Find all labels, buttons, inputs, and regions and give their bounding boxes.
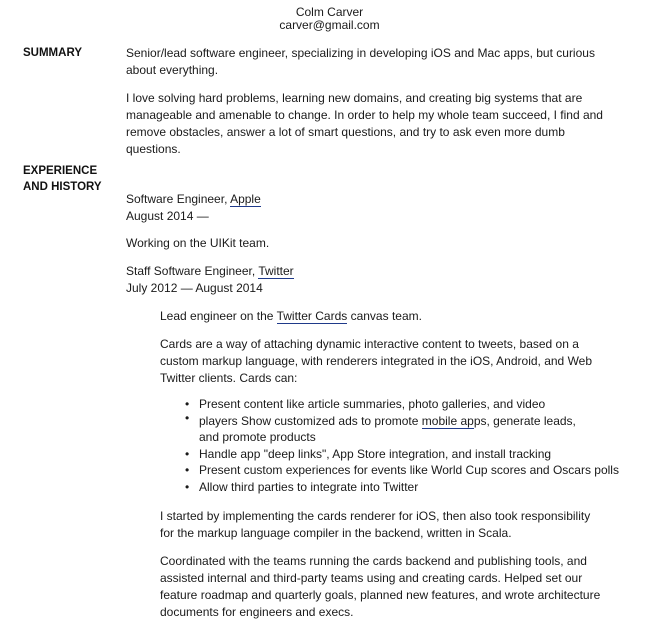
job-title-text: Software Engineer, xyxy=(126,192,231,206)
list-item xyxy=(185,479,619,496)
text-line: Senior/lead software engineer, specializing in developing iOS and Mac apps, but curious xyxy=(126,46,595,60)
text: Lead engineer on the xyxy=(160,309,277,323)
renderer-paragraph xyxy=(160,508,590,542)
list-item xyxy=(185,446,619,463)
job-dates: August 2014 — xyxy=(126,209,209,223)
bullet-icon: • xyxy=(185,410,190,425)
lead-engineer-line xyxy=(160,308,422,325)
candidate-name: Colm Carver xyxy=(295,5,364,19)
text-line: Twitter clients. Cards can: xyxy=(160,371,298,385)
text-line: for the markup language compiler in the backend, written in Scala. xyxy=(160,526,512,540)
summary-paragraph-2 xyxy=(126,90,603,158)
cards-capabilities-list xyxy=(185,396,619,495)
summary-paragraph-1 xyxy=(126,45,595,79)
label-line: EXPERIENCE xyxy=(23,165,98,177)
text-line: custom markup language, with renderers integrated in the iOS, Android, and Web xyxy=(160,354,593,368)
company-link-twitter[interactable]: Twitter xyxy=(258,264,294,278)
list-item-text-continued: and promote products xyxy=(199,430,316,444)
text-line: documents for engineers and execs. xyxy=(160,605,354,619)
job-dates: July 2012 — August 2014 xyxy=(126,281,263,295)
job-twitter xyxy=(126,263,294,297)
bullet-icon: • xyxy=(185,446,190,461)
job-apple-description: Working on the UIKit team. xyxy=(126,236,270,250)
text-line: feature roadmap and quarterly goals, planned new features, and wrote architecture xyxy=(160,588,601,602)
section-label-summary: SUMMARY xyxy=(23,47,82,59)
job-apple xyxy=(126,191,261,225)
list-item-text: Handle app "deep links", App Store integration, and install tracking xyxy=(199,446,552,461)
coordination-paragraph xyxy=(160,553,600,621)
section-label-experience xyxy=(23,163,102,195)
mobile-apps-link[interactable]: mobile ap xyxy=(421,413,474,428)
text-line: assisted internal and third-party teams using and creating cards. Helped set our xyxy=(160,571,583,585)
bullet-icon: • xyxy=(185,463,190,477)
text: players Show customized ads to promote xyxy=(199,413,422,428)
text-line: I love solving hard problems, learning new domains, and creating big systems that are xyxy=(126,91,583,105)
list-item-text: Present custom experiences for events like World Cup scores and Oscars polls xyxy=(199,463,619,477)
list-item-text: Allow third parties to integrate into Twitter xyxy=(199,479,419,494)
resume-header xyxy=(0,6,659,32)
label-line: AND HISTORY xyxy=(23,181,102,193)
list-item xyxy=(185,410,619,446)
text-line: Coordinated with the teams running the cards backend and publishing tools, and xyxy=(160,554,587,568)
list-item-text: Present content like article summaries, photo galleries, and video xyxy=(199,397,546,411)
list-item xyxy=(185,396,619,413)
text-line: about everything. xyxy=(126,63,219,77)
cards-paragraph xyxy=(160,336,592,387)
candidate-email: carver@gmail.com xyxy=(279,18,380,32)
text-line: questions. xyxy=(126,142,181,156)
job-title-text: Staff Software Engineer, xyxy=(126,264,259,278)
job-title xyxy=(126,191,261,208)
twitter-cards-link[interactable]: Twitter Cards xyxy=(276,309,348,323)
company-link-apple[interactable]: Apple xyxy=(230,192,261,206)
text-line: I started by implementing the cards renderer for iOS, then also took responsibility xyxy=(160,509,591,523)
bullet-icon: • xyxy=(185,479,190,494)
text-line: Cards are a way of attaching dynamic interactive content to tweets, based on a xyxy=(160,337,579,351)
text: canvas team. xyxy=(347,309,422,323)
text: ps, generate leads, xyxy=(473,413,576,428)
text-line: remove obstacles, answer a lot of smart questions, and try to ask even more dumb xyxy=(126,125,565,139)
job-title xyxy=(126,263,294,280)
list-item xyxy=(185,462,619,479)
text-line: manageable and amenable to change. In order to help my whole team succeed, I find and xyxy=(126,108,603,122)
list-item-text xyxy=(199,413,619,430)
bullet-icon: • xyxy=(185,397,190,411)
